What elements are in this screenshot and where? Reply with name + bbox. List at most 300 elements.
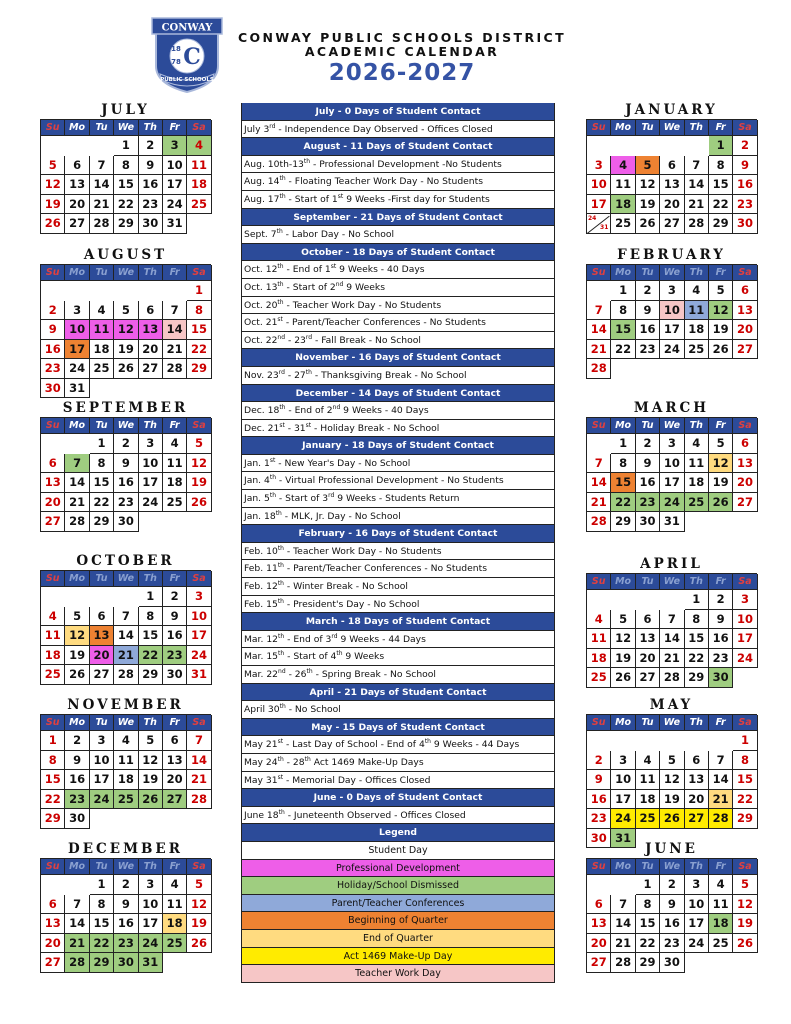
day-cell: 18 [685,473,709,493]
day-cell: 22 [709,195,733,215]
day-cell: 15 [733,770,757,790]
day-cell: 17 [733,629,757,649]
day-cell: 27 [65,214,89,234]
weekday-header: Fr [163,571,187,587]
day-cell: 5 [611,610,635,630]
day-cell: 23 [41,359,65,379]
day-cell: 20 [660,195,684,215]
weekday-header: Sa [733,265,757,281]
day-cell: 2 [114,875,138,895]
day-cell: 5 [709,281,733,301]
day-cell: 9 [709,610,733,630]
header [0,0,791,100]
day-cell: 19 [636,195,660,215]
day-cell: 12 [709,454,733,474]
day-cell: 9 [660,895,684,915]
legend-item: Professional Development [241,860,555,878]
day-cell: 19 [733,914,757,934]
day-cell: 27 [587,953,611,973]
day-cell: 19 [114,340,138,360]
day-number: 31 [600,223,609,231]
weekday-header: Tu [636,859,660,875]
day-cell: 23 [733,195,757,215]
day-cell: 5 [636,156,660,176]
day-cell: 30 [660,953,684,973]
event-item: Mar. 12th - End of 3rd 9 Weeks - 44 Days [241,631,555,649]
weekday-header: Fr [163,418,187,434]
day-cell: 28 [114,665,138,685]
day-cell: 19 [709,473,733,493]
month-name: OCTOBER [76,553,175,569]
day-cell: 21 [187,770,211,790]
day-cell: 4 [636,751,660,771]
event-item: Oct. 13th - Start of 2nd 9 Weeks [241,279,555,297]
day-cell: 16 [114,914,138,934]
day-cell: 29 [187,359,211,379]
day-cell: 10 [90,751,114,771]
day-cell: 25 [163,493,187,513]
calendar-december [40,841,211,973]
month-summary-header: September - 21 Days of Student Contact [241,209,555,227]
day-cell: 9 [636,301,660,321]
month-summary-header: January - 18 Days of Student Contact [241,437,555,455]
day-cell: 29 [733,809,757,829]
day-cell: 1 [187,281,211,301]
day-cell: 29 [90,512,114,532]
day-cell: 16 [660,914,684,934]
day-cell: 1 [611,281,635,301]
weekday-header: We [114,859,138,875]
legend-item: Teacher Work Day [241,965,555,983]
day-cell: 3 [587,156,611,176]
day-cell: 16 [41,340,65,360]
day-cell: 7 [611,895,635,915]
day-cell: 21 [709,790,733,810]
day-cell: 17 [660,473,684,493]
day-cell: 24 [733,649,757,669]
day-cell: 13 [163,751,187,771]
weekday-header: Sa [733,120,757,136]
day-cell: 7 [187,731,211,751]
weekday-header: Su [41,571,65,587]
day-cell: 17 [660,320,684,340]
calendar-february [586,247,757,379]
school-year: 2026-2027 [328,60,476,86]
day-cell: 10 [139,895,163,915]
weekday-header: We [114,418,138,434]
day-cell: 27 [685,809,709,829]
weekday-header: Fr [709,265,733,281]
day-cell: 5 [187,434,211,454]
event-item: Jan. 4th - Virtual Professional Development - No Students [241,472,555,490]
calendar-april [586,556,757,688]
day-cell: 28 [187,790,211,810]
weekday-header: Fr [709,715,733,731]
day-cell: 22 [733,790,757,810]
day-cell: 29 [114,214,138,234]
day-cell: 6 [90,607,114,627]
calendar-march [586,400,757,532]
day-cell: 8 [611,301,635,321]
day-cell: 14 [114,626,138,646]
day-number: 24 [588,215,597,222]
weekday-header: Tu [90,120,114,136]
day-cell: 22 [187,340,211,360]
weekday-header: Mo [611,859,635,875]
day-cell: 5 [660,751,684,771]
weekday-header: Su [587,418,611,434]
day-cell: 30 [636,512,660,532]
day-cell: 4 [163,434,187,454]
day-cell: 8 [114,156,138,176]
day-cell: 12 [636,175,660,195]
day-cell: 7 [65,454,89,474]
day-cell: 6 [163,731,187,751]
day-cell: 3 [187,587,211,607]
event-item: Feb. 12th - Winter Break - No School [241,578,555,596]
event-item: Mar. 22nd - 26th - Spring Break - No School [241,666,555,684]
day-cell: 1 [41,731,65,751]
day-cell: 31 [65,379,89,399]
day-cell: 20 [587,934,611,954]
day-cell: 25 [611,214,635,234]
day-cell: 10 [685,895,709,915]
day-cell: 10 [660,454,684,474]
day-cell: 18 [709,914,733,934]
event-item: May 31st - Memorial Day - Offices Closed [241,772,555,790]
day-cell: 4 [685,434,709,454]
day-cell: 3 [660,281,684,301]
day-cell: 21 [90,195,114,215]
legend-item: Beginning of Quarter [241,912,555,930]
logo-year-a: 18 [171,45,181,53]
day-cell: 11 [685,454,709,474]
month-grid [586,264,757,379]
month-summary-header: December - 14 Days of Student Contact [241,385,555,403]
day-cell: 3 [90,731,114,751]
event-item: April 30th - No School [241,701,555,719]
event-item: Aug. 10th-13th - Professional Development -No Students [241,156,555,174]
event-item: Aug. 17th - Start of 1st 9 Weeks -First day for Students [241,191,555,209]
event-item: Jan. 1st - New Year's Day - No School [241,455,555,473]
day-cell: 1 [685,590,709,610]
day-cell: 30 [114,953,138,973]
day-cell: 15 [685,629,709,649]
weekday-header: Sa [733,715,757,731]
day-cell: 13 [660,175,684,195]
day-cell: 5 [709,434,733,454]
day-cell: 29 [685,668,709,688]
month-grid [40,119,211,234]
month-summary-header: March - 18 Days of Student Contact [241,613,555,631]
day-cell: 17 [90,770,114,790]
day-cell: 3 [163,136,187,156]
day-cell: 20 [685,790,709,810]
day-cell: 24 [611,809,635,829]
weekday-header: Th [139,715,163,731]
day-cell: 3 [139,434,163,454]
day-cell: 6 [587,895,611,915]
logo-year-b: 78 [171,58,181,66]
day-cell: 22 [114,195,138,215]
day-cell: 30 [709,668,733,688]
day-cell: 15 [611,473,635,493]
day-cell: 25 [41,665,65,685]
day-cell: 18 [90,340,114,360]
day-cell: 11 [163,895,187,915]
day-cell: 16 [636,473,660,493]
day-cell: 28 [660,668,684,688]
month-grid [586,119,757,234]
day-cell: 14 [587,473,611,493]
day-cell: 21 [660,649,684,669]
day-cell: 6 [636,610,660,630]
day-cell: 27 [90,665,114,685]
day-cell: 23 [65,790,89,810]
weekday-header: We [114,265,138,281]
day-cell: 27 [733,340,757,360]
day-cell: 2 [733,136,757,156]
day-cell: 10 [163,156,187,176]
day-cell: 5 [187,875,211,895]
day-cell: 24 [660,340,684,360]
weekday-header: Su [587,574,611,590]
day-cell: 11 [611,175,635,195]
day-cell: 21 [163,340,187,360]
day-cell: 28 [587,512,611,532]
weekday-header: Fr [709,120,733,136]
day-cell: 10 [65,320,89,340]
day-cell: 12 [709,301,733,321]
day-cell: 20 [733,473,757,493]
weekday-header: Th [685,859,709,875]
day-cell: 18 [636,790,660,810]
day-cell: 31 [611,829,635,849]
month-name: SEPTEMBER [62,400,189,416]
day-cell: 3 [139,875,163,895]
month-summary-header: October - 18 Days of Student Contact [241,244,555,262]
day-cell: 11 [587,629,611,649]
day-cell: 22 [611,340,635,360]
weekday-header: Fr [163,859,187,875]
day-cell: 23 [114,934,138,954]
day-cell: 8 [733,751,757,771]
day-cell: 6 [733,281,757,301]
day-cell: 12 [139,751,163,771]
day-cell: 12 [187,454,211,474]
day-cell: 8 [685,610,709,630]
month-summary-header: June - 0 Days of Student Contact [241,789,555,807]
day-cell: 26 [139,790,163,810]
weekday-header: Fr [163,715,187,731]
day-cell: 16 [587,790,611,810]
day-cell: 1 [636,875,660,895]
day-cell: 5 [65,607,89,627]
day-cell: 9 [65,751,89,771]
day-cell: 11 [163,454,187,474]
day-cell: 7 [65,895,89,915]
calendar-july [40,102,211,234]
day-cell: 9 [636,454,660,474]
day-cell: 23 [636,340,660,360]
weekday-header: We [660,120,684,136]
day-cell: 17 [163,175,187,195]
day-cell: 10 [587,175,611,195]
day-cell: 4 [41,607,65,627]
month-name: JULY [101,102,150,118]
day-cell: 28 [685,214,709,234]
event-item: May 24th - 28th Act 1469 Make-Up Days [241,754,555,772]
day-cell: 3 [65,301,89,321]
day-cell: 4 [709,875,733,895]
day-cell: 10 [660,301,684,321]
day-cell: 24 [187,646,211,666]
day-cell: 30 [41,379,65,399]
day-cell: 15 [636,914,660,934]
day-cell: 22 [41,790,65,810]
event-item: June 18th - Juneteenth Observed - Offices Closed [241,807,555,825]
day-cell: 1 [90,875,114,895]
day-cell: 14 [65,473,89,493]
weekday-header: Tu [636,418,660,434]
day-cell: 16 [636,320,660,340]
month-grid [586,714,757,848]
weekday-header: We [114,120,138,136]
day-cell: 12 [65,626,89,646]
day-cell: 22 [636,934,660,954]
day-cell: 31 [163,214,187,234]
day-cell: 7 [587,454,611,474]
day-cell: 25 [187,195,211,215]
event-item: July 3rd - Independence Day Observed - Offices Closed [241,121,555,139]
day-cell: 13 [65,175,89,195]
day-cell: 27 [139,359,163,379]
day-cell: 17 [587,195,611,215]
weekday-header: We [660,859,684,875]
day-cell: 30 [139,214,163,234]
day-cell: 3 [733,590,757,610]
weekday-header: Th [139,859,163,875]
district-title: CONWAY PUBLIC SCHOOLS DISTRICT [237,30,567,45]
weekday-header: Fr [709,859,733,875]
day-cell: 19 [611,649,635,669]
logo-bottom-text: PUBLIC SCHOOLS [160,77,214,83]
weekday-header: Sa [187,265,211,281]
weekday-header: Mo [65,120,89,136]
calendar-november [40,697,211,829]
day-cell: 18 [685,320,709,340]
month-name: MAY [649,697,694,713]
month-grid [40,264,211,398]
day-cell: 9 [587,770,611,790]
day-cell: 28 [709,809,733,829]
day-cell: 13 [685,770,709,790]
day-cell: 26 [636,214,660,234]
legend-item: Student Day [241,842,555,860]
day-cell: 11 [90,320,114,340]
month-grid [40,417,211,532]
legend-item: Parent/Teacher Conferences [241,895,555,913]
day-cell: 30 [163,665,187,685]
day-cell: 18 [163,914,187,934]
day-cell: 9 [114,895,138,915]
day-cell: 1 [611,434,635,454]
day-cell: 13 [41,473,65,493]
day-cell: 15 [90,914,114,934]
day-cell: 2 [139,136,163,156]
month-grid [40,714,211,829]
day-cell: 16 [65,770,89,790]
day-cell: 17 [139,473,163,493]
day-cell: 3 [685,875,709,895]
day-cell: 7 [709,751,733,771]
day-cell: 26 [660,809,684,829]
weekday-header: Th [685,574,709,590]
day-cell: 18 [114,770,138,790]
day-cell: 17 [187,626,211,646]
weekday-header: Th [685,715,709,731]
weekday-header: Mo [611,574,635,590]
day-cell: 4 [187,136,211,156]
month-summary-header: February - 16 Days of Student Contact [241,525,555,543]
day-cell: 22 [139,646,163,666]
day-cell: 25 [114,790,138,810]
day-cell: 23 [139,195,163,215]
weekday-header: Mo [611,120,635,136]
day-cell: 9 [733,156,757,176]
calendar-title: ACADEMIC CALENDAR [304,44,500,59]
day-cell: 15 [90,473,114,493]
day-cell: 30 [733,214,757,234]
day-cell: 8 [611,454,635,474]
event-item: Oct. 20th - Teacher Work Day - No Students [241,297,555,315]
day-cell: 15 [187,320,211,340]
weekday-header: Th [139,265,163,281]
weekday-header: Sa [187,859,211,875]
month-name: NOVEMBER [67,697,184,713]
day-cell: 25 [685,340,709,360]
logo-letter: C [183,44,201,70]
day-cell: 8 [90,895,114,915]
day-cell: 26 [733,934,757,954]
day-cell: 5 [41,156,65,176]
event-item: Dec. 18th - End of 2nd 9 Weeks - 40 Days [241,402,555,420]
day-cell: 15 [41,770,65,790]
weekday-header: Su [587,859,611,875]
day-cell: 16 [709,629,733,649]
day-cell: 13 [733,454,757,474]
weekday-header: Mo [611,418,635,434]
day-cell: 20 [65,195,89,215]
day-cell: 21 [65,493,89,513]
month-summary-header: November - 16 Days of Student Contact [241,349,555,367]
weekday-header: Th [139,418,163,434]
day-cell: 15 [611,320,635,340]
weekday-header: Tu [90,571,114,587]
weekday-header: Mo [65,265,89,281]
day-cell: 2 [587,751,611,771]
day-cell: 2 [163,587,187,607]
day-cell: 8 [709,156,733,176]
day-cell: 1 [733,731,757,751]
day-cell: 20 [41,493,65,513]
day-cell: 14 [163,320,187,340]
day-cell: 24 [139,493,163,513]
day-cell: 25 [163,934,187,954]
weekday-header: Mo [611,265,635,281]
day-cell: 22 [90,934,114,954]
day-cell: 8 [139,607,163,627]
